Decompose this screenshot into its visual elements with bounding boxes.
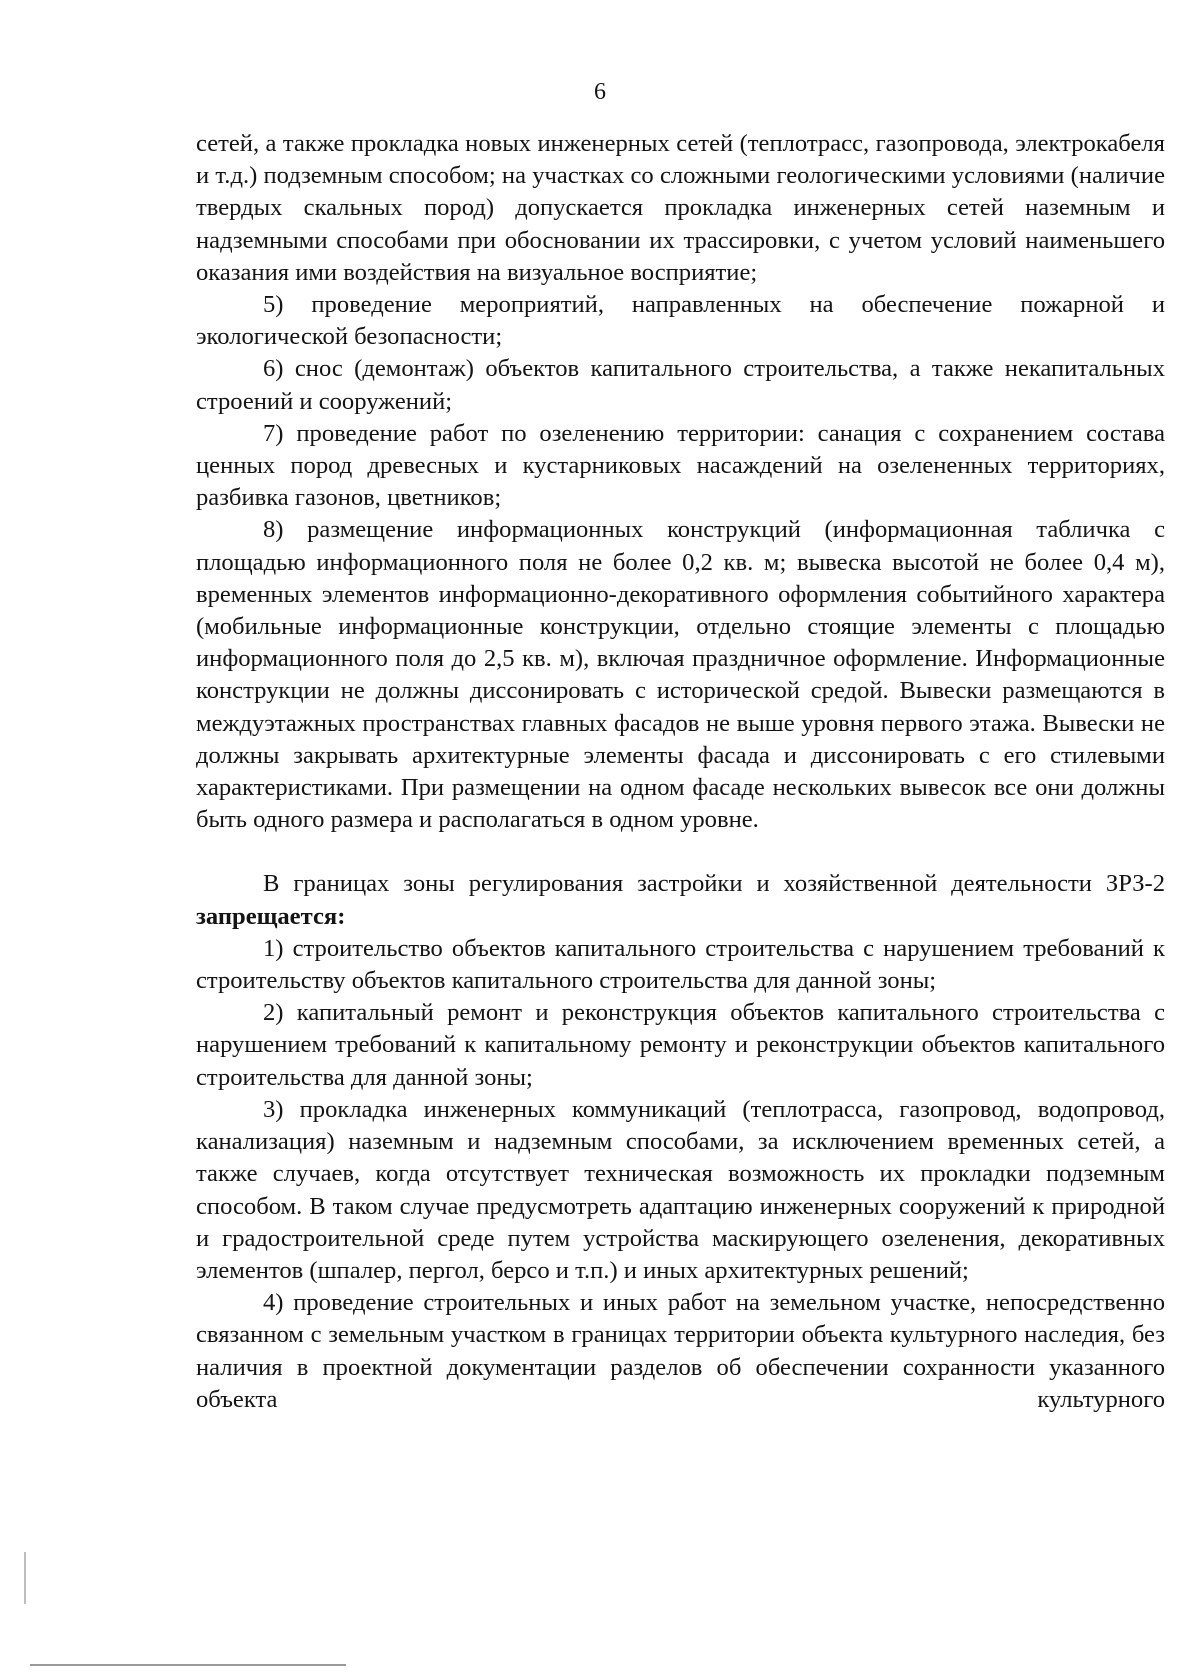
scan-artifact-left: [24, 1552, 26, 1604]
zone-heading: [196, 868, 1165, 932]
prohibition-item-2: 2) капитальный ремонт и реконструкция объектов капитального строительства с нарушением требований к капитальному ремонту и реконструкции объектов капитального строительства для данной зоны;: [196, 999, 1165, 1091]
list-item-5: 5) проведение мероприятий, направленных на обеспечение пожарной и экологической безопасности;: [196, 291, 1165, 351]
list-item-8: 8) размещение информационных конструкций (информационная табличка с площадью информационного поля не более 0,2 кв. м; вывеска высотой не более 0,4 м), временных элементов информационно-декоративного оформления событийного характера (мобильные информационные конструкции, отдельно стоящие элементы с площадью информационного поля до 2,5 кв. м), включая праздничное оформление. Информационные конструкции не должны диссонировать с исторической средой. Вывески размещаются в междуэтажных пространствах главных фасадов не выше уровня первого этажа. Вывески не должны закрывать архитектурные элементы фасада и диссонировать с его стилевыми характеристиками. При размещении на одном фасаде нескольких вывесок все они должны быть одного размера и располагаться в одном уровне.: [196, 516, 1165, 834]
document-body: [196, 128, 1165, 1416]
prohibition-item-1: 1) строительство объектов капитального строительства с нарушением требований к строительству объектов капитального строительства для данной зоны;: [196, 934, 1165, 995]
list-item-6: 6) снос (демонтаж) объектов капитального строительства, а также некапитальных строений и сооружений;: [196, 355, 1165, 415]
zone-heading-emphasis: запрещается:: [196, 902, 346, 930]
page-number: 6: [594, 79, 606, 105]
zone-heading-text: В границах зоны регулирования застройки и хозяйственной деятельности ЗРЗ-2: [263, 870, 1165, 898]
list-item-7: 7) проведение работ по озеленению территории: санация с сохранением состава ценных пород древесных и кустарниковых насаждений на озелененных территориях, разбивка газонов, цветников;: [196, 419, 1165, 512]
prohibition-item-3: 3) прокладка инженерных коммуникаций (теплотрасса, газопровод, водопровод, канализация) наземным и надземным способами, за исключением временных сетей, а также случаев, когда отсутствует техническая возможность их прокладки подземным способом. В таком случае предусмотреть адаптацию инженерных сооружений к природной и градостроительной среде путем устройства маскирующего озеленения, декоративных элементов (шпалер, пергол, берсо и т.п.) и иных архитектурных решений;: [196, 1095, 1165, 1284]
prohibition-item-4: 4) проведение строительных и иных работ на земельном участке, непосредственно связанном с земельным участком в границах территории объекта культурного наследия, без наличия в проектной документации разделов об обеспечении сохранности указанного объекта культурного: [196, 1289, 1165, 1413]
paragraph-continued: сетей, а также прокладка новых инженерных сетей (теплотрасс, газопровода, электрокабеля и т.д.) подземным способом; на участках со сложными геологическими условиями (наличие твердых скальных пород) допускается прокладка инженерных сетей наземным и надземными способами при обосновании их трассировки, с учетом условий наименьшего оказания ими воздействия на визуальное восприятие;: [196, 130, 1165, 286]
scan-artifact-bottom: [30, 1664, 346, 1666]
